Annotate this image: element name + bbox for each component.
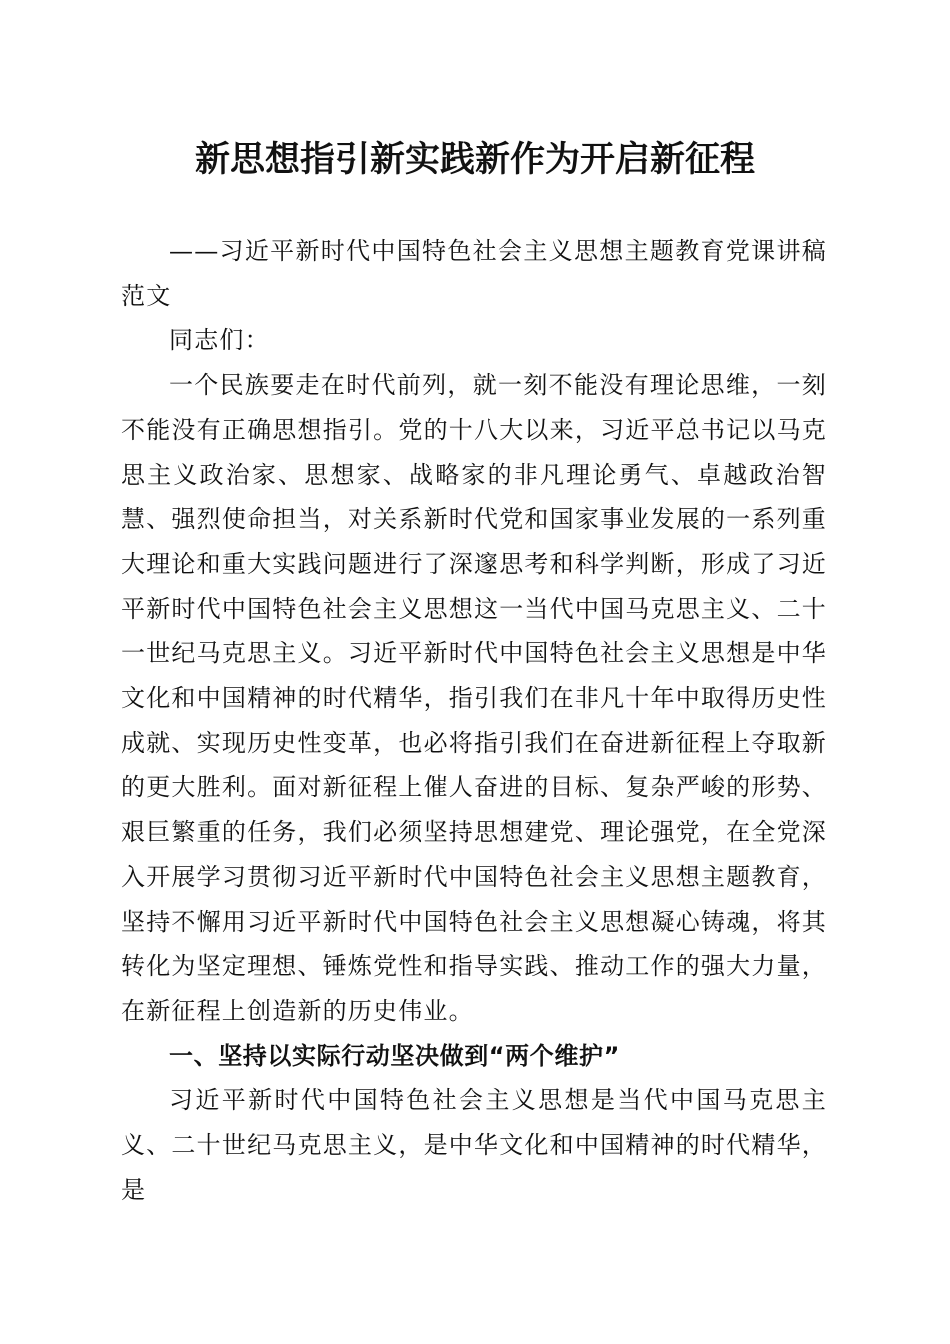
section-heading: 一、坚持以实际行动坚决做到“两个维护”: [169, 1041, 620, 1070]
paragraph-intro: 一个民族要走在时代前列，就一刻不能没有理论思维，一刻不能没有正确思想指引。党的十八大以来，习近平总书记以马克思主义政治家、思想家、战略家的非凡理论勇气、卓越政治智慧、强烈使命担当，对关系新时代党和国家事业发展的一系列重大理论和重大实践问题进行了深邃思考和科学判断，形成了习近平新时代中国特色社会主义思想这一当代中国马克思主义、二十一世纪马克思主义。习近平新时代中国特色社会主义思想是中华文化和中国精神的时代精华，指引我们在非凡十年中取得历史性成就、实现历史性变革，也必将指引我们在奋进新征程上夺取新的更大胜利。面对新征程上催人奋进的目标、复杂严峻的形势、艰巨繁重的任务，我们必须坚持思想建党、理论强党，在全党深入开展学习贯彻习近平新时代中国特色社会主义思想主题教育，坚持不懈用习近平新时代中国特色社会主义思想凝心铸魂，将其转化为坚定理想、锤炼党性和指导实践、推动工作的强大力量，在新征程上创造新的历史伟业。: [121, 371, 827, 1025]
salutation: 同志们：: [169, 326, 270, 355]
document-body: [121, 229, 827, 1212]
paragraph-section-one: 习近平新时代中国特色社会主义思想是当代中国马克思主义、二十世纪马克思主义，是中华文化和中国精神的时代精华，是: [121, 1086, 827, 1204]
document-subtitle: ——习近平新时代中国特色社会主义思想主题教育党课讲稿范文: [121, 237, 827, 310]
document-title: 新思想指引新实践新作为开启新征程: [194, 139, 755, 180]
